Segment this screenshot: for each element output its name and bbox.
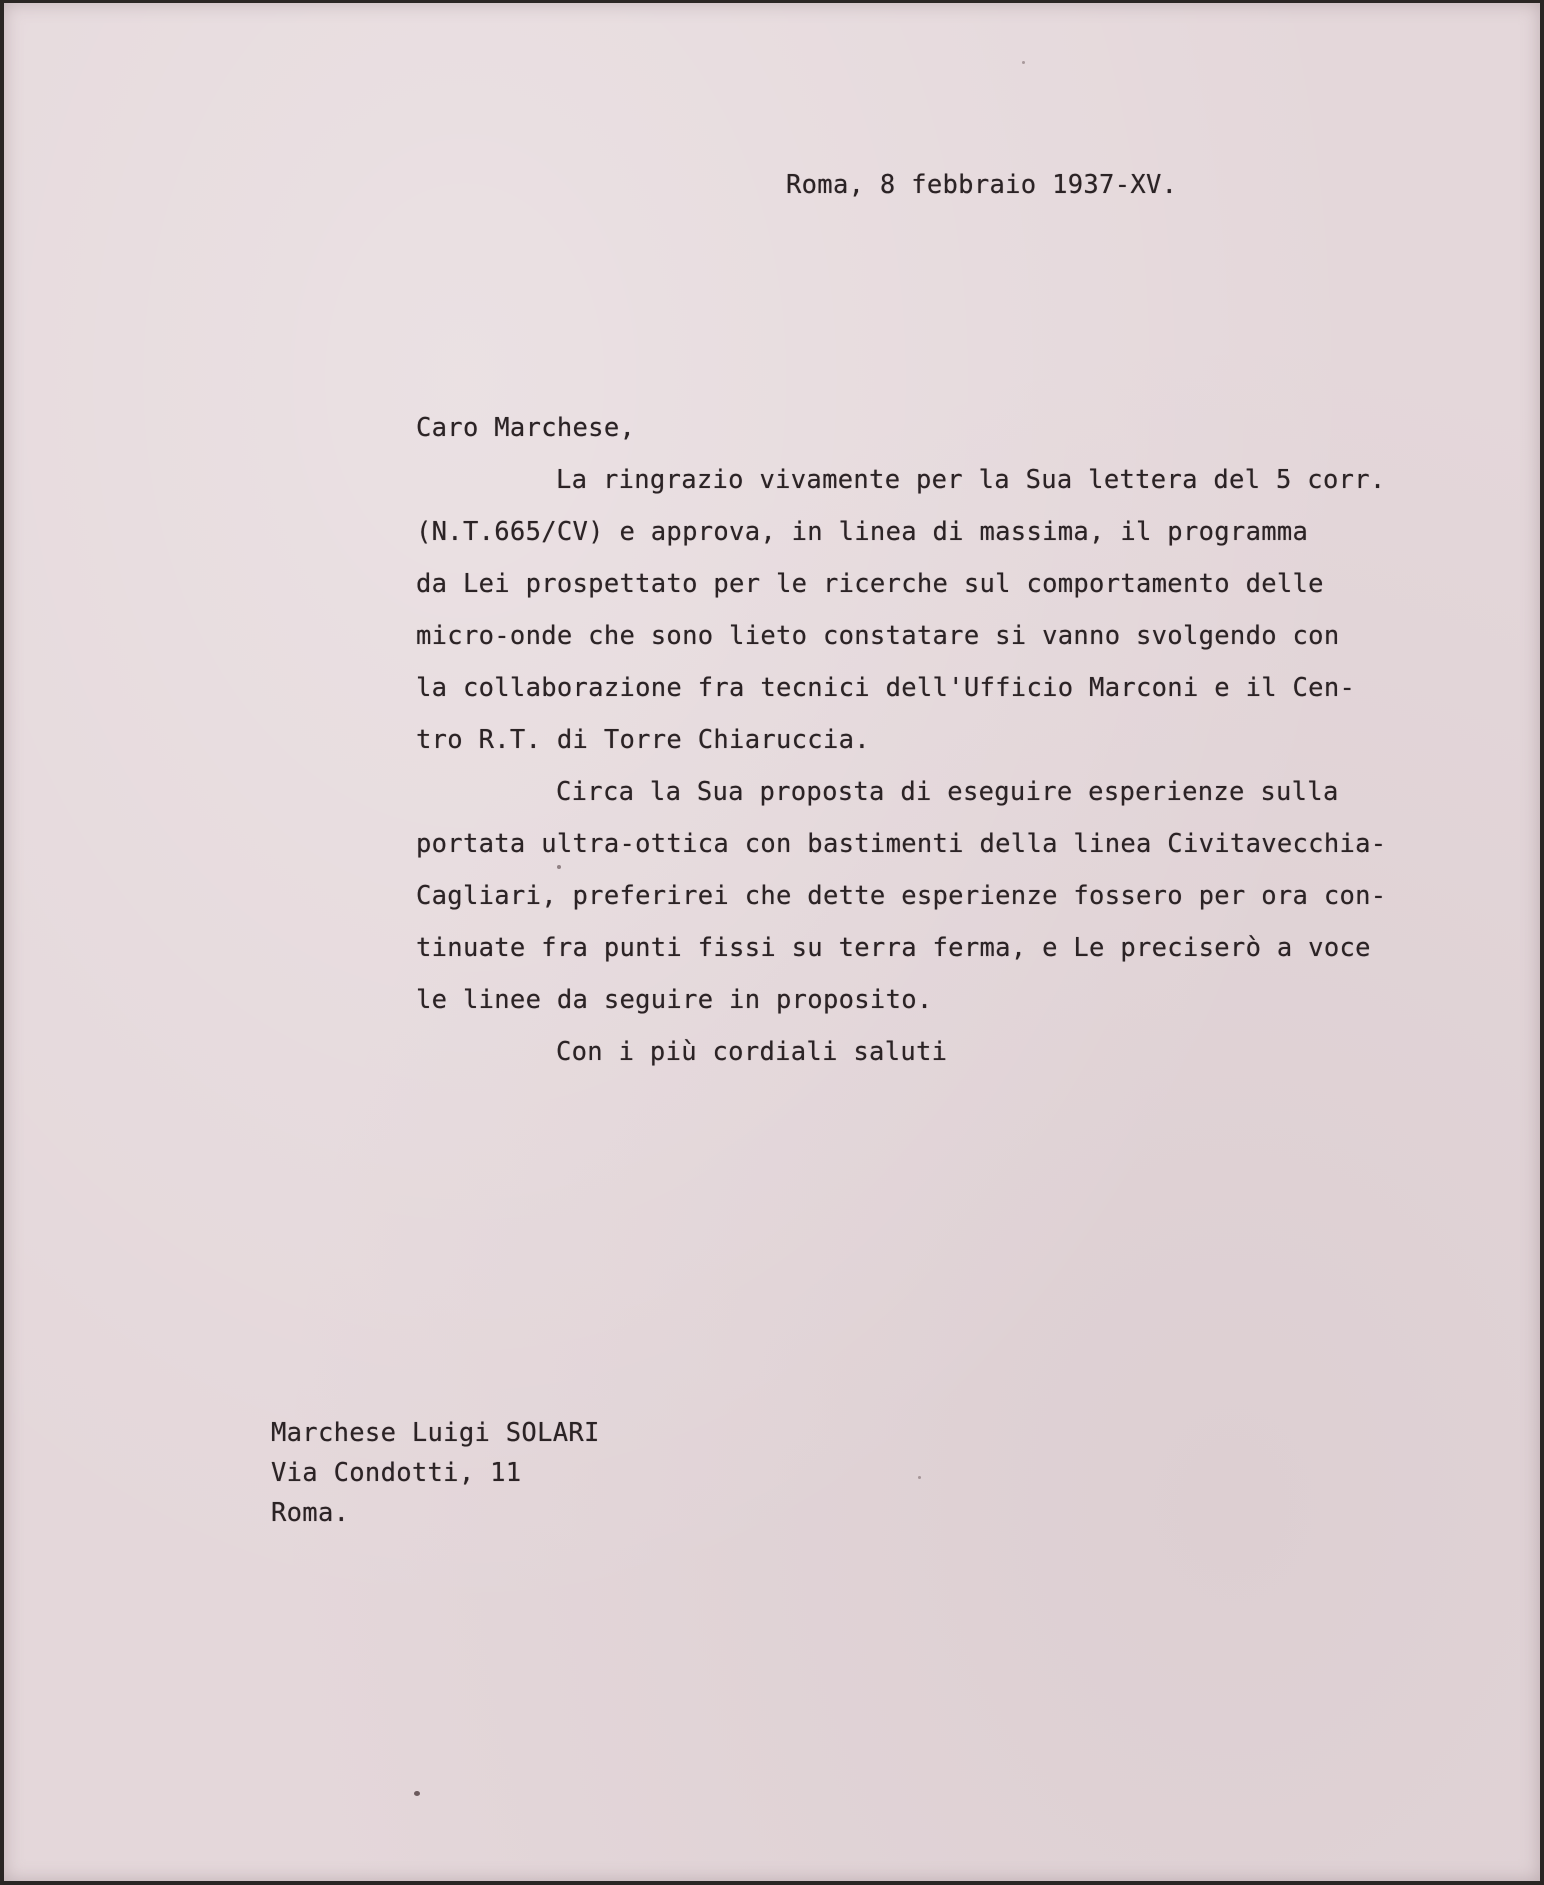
body-line: (N.T.665/CV) e approva, in linea di massima, il programma [416,517,1309,547]
body-line: la collaborazione fra tecnici dell'Ufficio Marconi e il Cen- [416,673,1356,703]
recipient-name: Marchese Luigi SOLARI [271,1418,600,1448]
closing-line: Con i più cordiali saluti [556,1037,948,1067]
body-line: portata ultra-ottica con bastimenti della linea Civitavecchia- [416,829,1387,859]
body-line: Cagliari, preferirei che dette esperienze fossero per ora con- [416,881,1387,911]
salutation: Caro Marchese, [416,413,636,443]
body-line: tro R.T. di Torre Chiaruccia. [416,725,870,755]
paper-speck [414,1791,420,1796]
letter-page [4,3,1540,1881]
paper-speck [918,1476,921,1479]
paper-speck [557,865,561,869]
body-line: micro-onde che sono lieto constatare si vanno svolgendo con [416,621,1340,651]
body-line: tinuate fra punti fissi su terra ferma, e Le preciserò a voce [416,933,1371,963]
recipient-street: Via Condotti, 11 [271,1458,522,1488]
recipient-city: Roma. [271,1498,350,1528]
body-line: Circa la Sua proposta di eseguire esperienze sulla [556,777,1339,807]
letter-date: Roma, 8 febbraio 1937-XV. [786,170,1178,200]
body-line: da Lei prospettato per le ricerche sul comportamento delle [416,569,1324,599]
body-line: le linee da seguire in proposito. [416,985,933,1015]
paper-speck [1022,61,1025,64]
body-line: La ringrazio vivamente per la Sua lettera del 5 corr. [556,465,1386,495]
